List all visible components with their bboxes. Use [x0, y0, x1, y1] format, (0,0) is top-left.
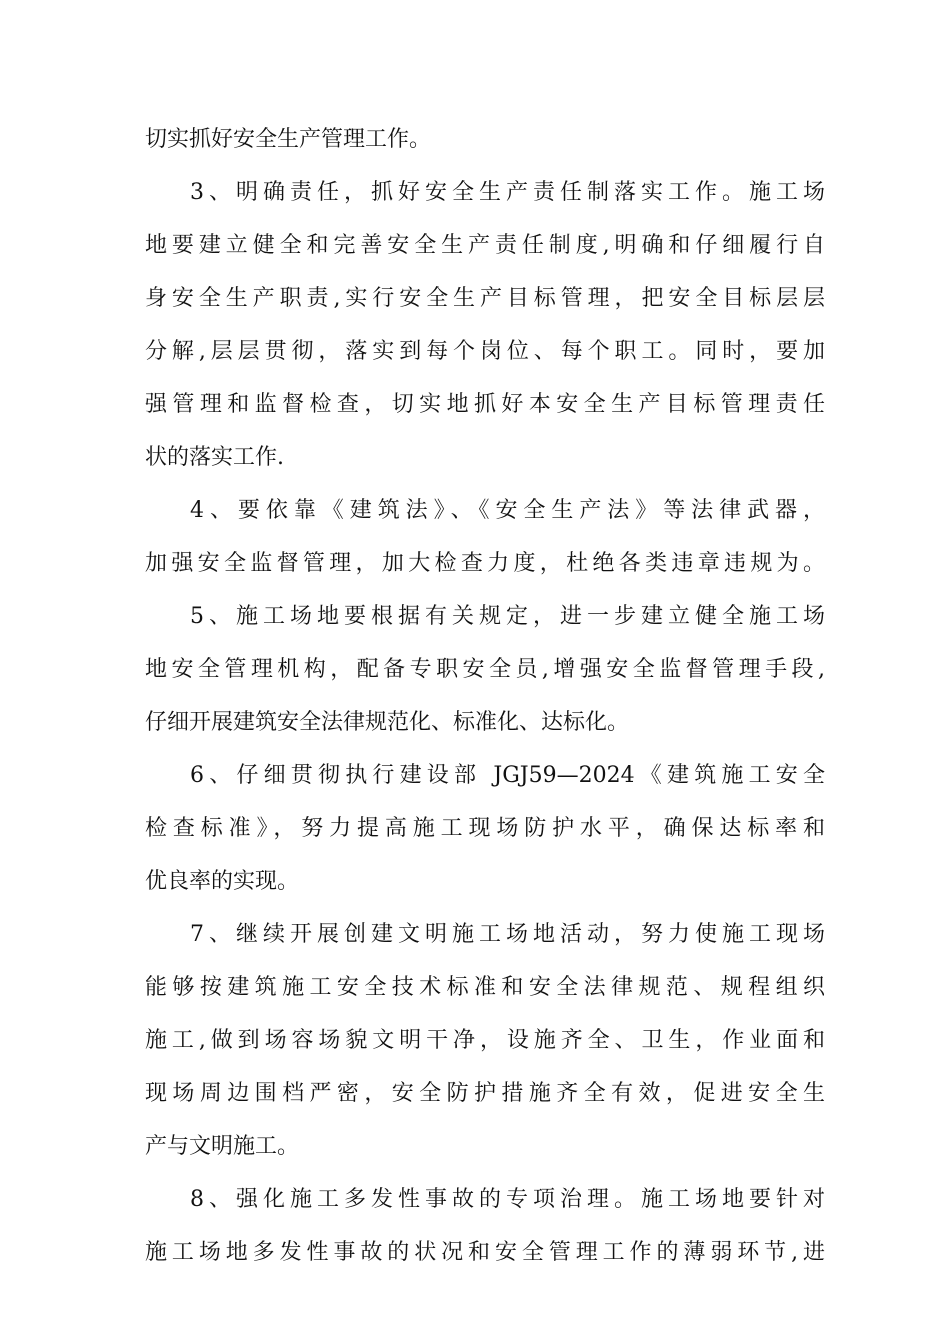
- text-line: 强管理和监督检查，切实地抓好本安全生产目标管理责任: [145, 392, 825, 417]
- text-line: 加强安全监督管理，加大检查力度，杜绝各类违章违规为。: [145, 551, 825, 576]
- text-line: 状的落实工作.: [145, 445, 284, 470]
- paragraph-4-heading-line: 4、要依靠《建筑法》、《安全生产法》等法律武器，: [190, 498, 825, 523]
- paragraph-5-heading-line: 5、施工场地要根据有关规定，进一步建立健全施工场: [190, 604, 825, 629]
- text-line: 地安全管理机构，配备专职安全员,增强安全监督管理手段,: [145, 657, 825, 682]
- paragraph-8-heading-line: 8、强化施工多发性事故的专项治理。施工场地要针对: [190, 1187, 825, 1212]
- text-line: 施工场地多发性事故的状况和安全管理工作的薄弱环节,进: [145, 1240, 825, 1265]
- text-line: 能够按建筑施工安全技术标准和安全法律规范、规程组织: [145, 975, 825, 1000]
- text-line: 优良率的实现。: [145, 869, 300, 894]
- text-line: 地要建立健全和完善安全生产责任制度,明确和仔细履行自: [145, 233, 825, 258]
- text-line: 施工,做到场容场貌文明干净，设施齐全、卫生，作业面和: [145, 1028, 825, 1053]
- paragraph-6-heading-line: 6、仔细贯彻执行建设部 JGJ59—2024《建筑施工安全: [190, 763, 825, 788]
- text-line: 产与文明施工。: [145, 1134, 300, 1159]
- text-line: 检查标准》，努力提高施工现场防护水平，确保达标率和: [145, 816, 825, 841]
- paragraph-3-heading-line: 3、明确责任，抓好安全生产责任制落实工作。施工场: [190, 180, 825, 205]
- text-line: 分解,层层贯彻，落实到每个岗位、每个职工。同时，要加: [145, 339, 825, 364]
- text-line: 身安全生产职责,实行安全生产目标管理，把安全目标层层: [145, 286, 825, 311]
- paragraph-7-heading-line: 7、继续开展创建文明施工场地活动，努力使施工现场: [190, 922, 825, 947]
- text-line: 现场周边围档严密，安全防护措施齐全有效，促进安全生: [145, 1081, 825, 1106]
- text-line: 仔细开展建筑安全法律规范化、标准化、达标化。: [145, 710, 630, 735]
- text-line: 切实抓好安全生产管理工作。: [145, 127, 432, 152]
